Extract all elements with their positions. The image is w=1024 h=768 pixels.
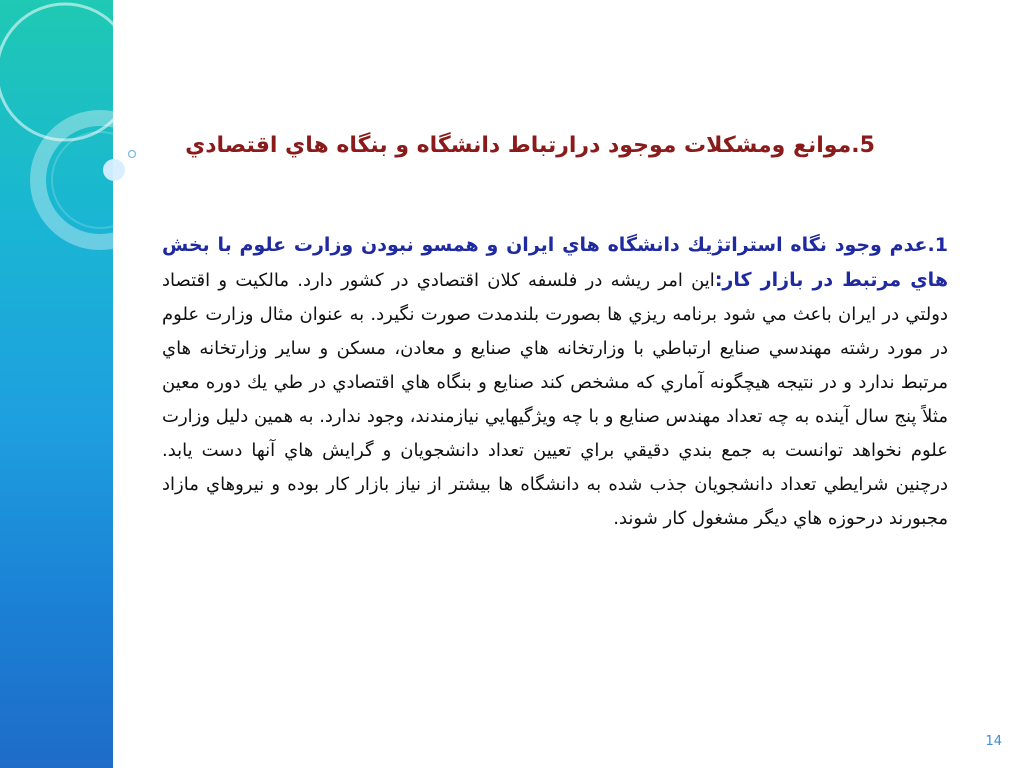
slide-body xyxy=(162,228,948,536)
page-number: 14 xyxy=(985,734,1002,749)
side-decoration-band xyxy=(0,0,113,768)
body-lead-heading: 1.عدم وجود نگاه استراتژيك دانشگاه هاي ايران و همسو نبودن وزارت علوم با بخش هاي مرتبط در بازار كار: xyxy=(162,234,948,291)
body-paragraph: اين امر ريشه در فلسفه كلان اقتصادي در كشور دارد. مالكيت و اقتصاد دولتي در ايران باعث مي شود برنامه ريزي ها بصورت بلندمدت صورت نگيرد. به عنوان مثال وزارت علوم در مورد رشته مهندسي صنايع ارتباطي با وزارتخانه هاي صنايع و معادن، مسكن و ساير وزارتخانه هاي مرتبط ندارد و در نتيجه هيچگونه آماري كه مشخص كند صنايع و بنگاه هاي اقتصادي در طي يك دوره معين مثلاً پنج سال آينده به چه تعداد مهندس صنايع و با چه ويژگيهايي نيازمندند، وجود ندارد. به همين دليل وزارت علوم نخواهد توانست به جمع بندي دقيقي براي تعيين تعداد دانشجويان و گرايش هاي آنها دست يابد. درچنين شرايطي تعداد دانشجويان جذب شده به دانشگاه ها بيشتر از نياز بازار كار بوده و نيروهاي مازاد مجبورند درحوزه هاي ديگر مشغول كار شوند. xyxy=(162,270,948,529)
slide-title: 5.موانع ومشكلات موجود درارتباط دانشگاه و بنگاه هاي اقتصادي xyxy=(185,133,875,158)
